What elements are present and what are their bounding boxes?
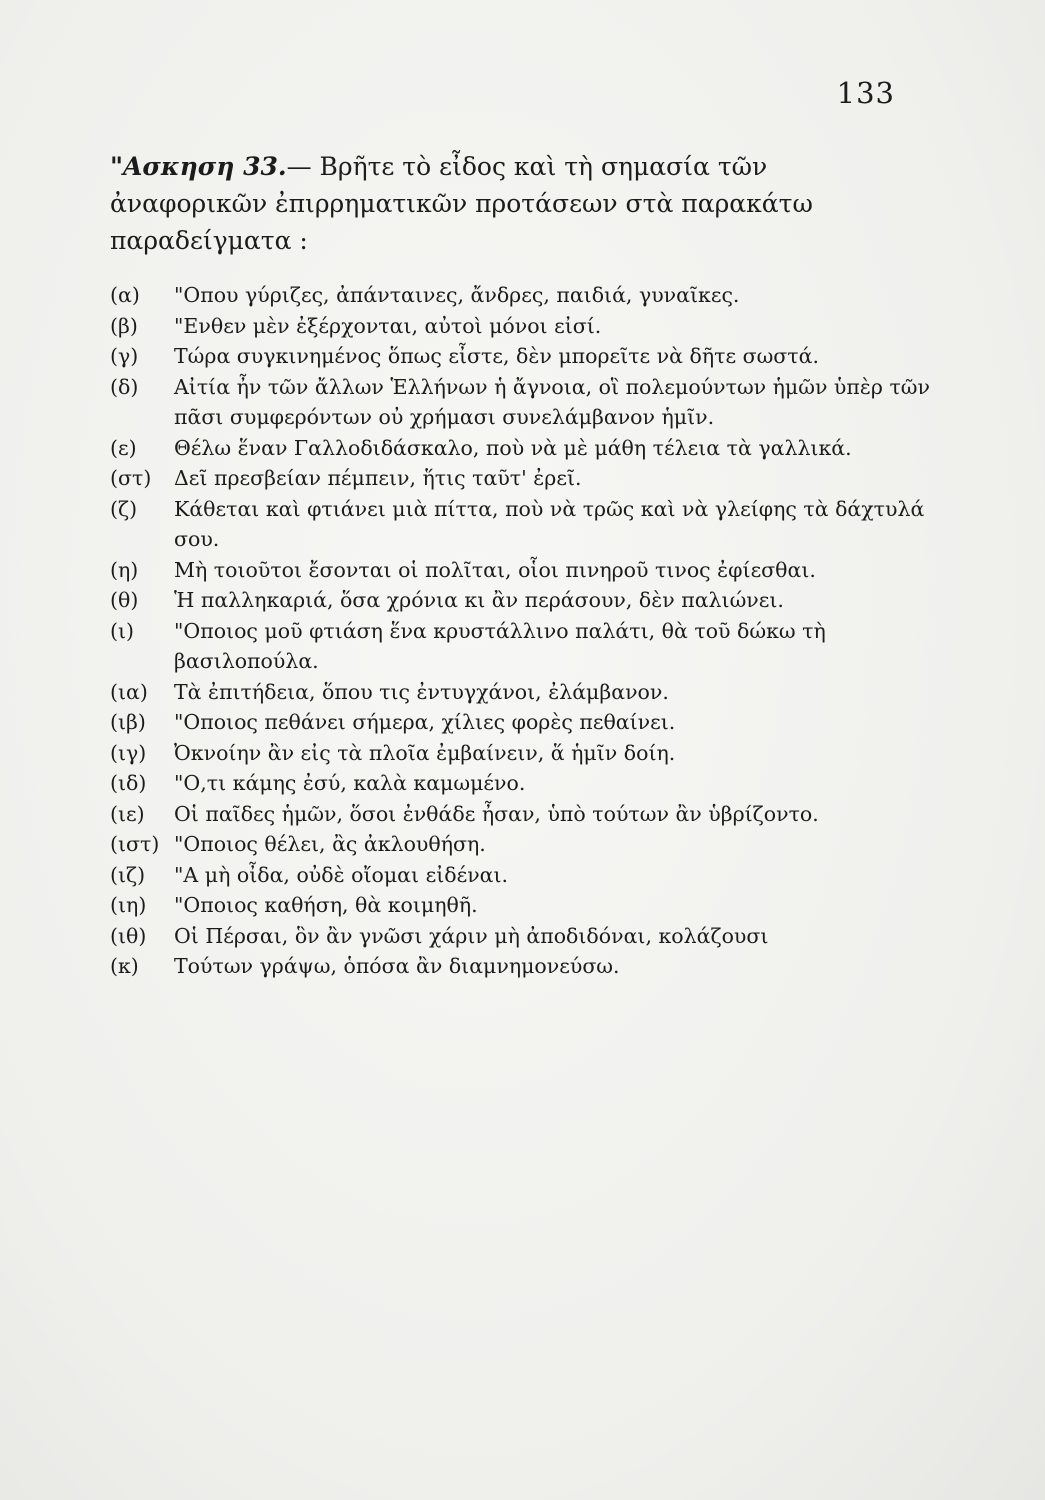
item-label: (ε) — [110, 435, 137, 460]
item-text: Ὀκνοίην ἂν εἰς τὰ πλοῖα ἐμβαίνειν, ἅ ἡμῖν δοίη. — [174, 740, 676, 765]
item-label: (ι) — [110, 618, 135, 643]
list-item — [110, 585, 930, 616]
item-label: (ιβ) — [110, 710, 146, 734]
item-text: Δεῖ πρεσβείαν πέμπειν, ἥτις ταῦτ' ἐρεῖ. — [174, 466, 582, 490]
intro-line-1-text: — Βρῆτε τὸ εἶδος καὶ τὴ σημασία τῶν — [286, 152, 768, 181]
item-text: "Οποιος μοῦ φτιάση ἕνα κρυστάλλινο παλάτι, θὰ τοῦ δώκω τὴ βασιλοπούλα. — [174, 618, 826, 673]
intro-line-2: ἀναφορικῶν ἐπιρρηματικῶν προτάσεων στὰ παρακάτω — [110, 189, 813, 218]
exercise-intro — [110, 148, 910, 259]
exercise-title: "Ασκηση 33. — [110, 152, 287, 181]
item-text: "Ενθεν μὲν ἐξέρχονται, αὐτοὶ μόνοι εἰσί. — [174, 313, 602, 338]
item-label: (α) — [110, 283, 140, 307]
list-item — [110, 921, 930, 952]
item-text: Αἰτία ἦν τῶν ἄλλων Ἑλλήνων ἡ ἄγνοια, οἳ πολεμούντων ἡμῶν ὑπὲρ τῶν πᾶσι συμφερόντων οὐ χρήμασι συνελάμβανον ἡμῖν. — [174, 374, 930, 429]
item-label: (β) — [110, 313, 138, 338]
list-item — [110, 280, 930, 311]
example-list — [110, 280, 930, 982]
item-text: "Οπου γύριζες, ἀπάνταινες, ἄνδρες, παιδιά, γυναῖκες. — [174, 283, 740, 307]
item-text: Κάθεται καὶ φτιάνει μιὰ πίττα, ποὺ νὰ τρῶς καὶ νὰ γλείφης τὰ δάχτυλά σου. — [174, 496, 925, 551]
list-item — [110, 799, 930, 830]
list-item — [110, 768, 930, 799]
list-item — [110, 860, 930, 891]
item-label: (ιγ) — [110, 740, 147, 765]
item-label: (ζ) — [110, 496, 138, 521]
intro-line-3: παραδείγματα : — [110, 226, 308, 255]
item-text: "Ο,τι κάμης ἐσύ, καλὰ καμωμένο. — [174, 771, 526, 795]
list-item — [110, 463, 930, 494]
item-text: "Α μὴ οἶδα, οὐδὲ οἴομαι εἰδέναι. — [174, 862, 509, 887]
list-item — [110, 494, 930, 555]
item-label: (ιη) — [110, 893, 147, 917]
list-item — [110, 890, 930, 921]
item-label: (θ) — [110, 588, 139, 612]
item-text: Ἡ παλληκαριά, ὅσα χρόνια κι ἂν περάσουν, δὲν παλιώνει. — [174, 588, 784, 612]
list-item — [110, 616, 930, 677]
item-text: Τὰ ἐπιτήδεια, ὅπου τις ἐντυγχάνοι, ἐλάμβανον. — [174, 679, 669, 704]
item-label: (στ) — [110, 466, 152, 490]
item-label: (ιε) — [110, 801, 145, 826]
item-text: Μὴ τοιοῦτοι ἔσονται οἱ πολῖται, οἷοι πινηροῦ τινος ἐφίεσθαι. — [174, 557, 816, 582]
list-item — [110, 555, 930, 586]
list-item — [110, 433, 930, 464]
item-label: (ιθ) — [110, 923, 147, 948]
item-text: Τώρα συγκινημένος ὅπως εἶστε, δὲν μπορεῖτε νὰ δῆτε σωστά. — [174, 344, 819, 368]
item-label: (η) — [110, 557, 139, 582]
list-item — [110, 951, 930, 982]
item-text: Οἱ Πέρσαι, ὃν ἂν γνῶσι χάριν μὴ ἀποδιδόναι, κολάζουσι — [174, 923, 769, 948]
item-label: (ιστ) — [110, 832, 160, 856]
item-label: (ια) — [110, 679, 148, 704]
list-item — [110, 829, 930, 860]
list-item — [110, 341, 930, 372]
list-item — [110, 677, 930, 708]
list-item — [110, 372, 930, 433]
item-label: (δ) — [110, 374, 139, 399]
item-label: (ιδ) — [110, 771, 147, 795]
item-label: (γ) — [110, 344, 139, 368]
page-number: 133 — [836, 76, 895, 110]
item-label: (κ) — [110, 954, 139, 978]
item-text: "Οποιος θέλει, ἂς ἀκλουθήση. — [174, 832, 486, 856]
list-item — [110, 707, 930, 738]
list-item — [110, 738, 930, 769]
item-text: Οἱ παῖδες ἡμῶν, ὅσοι ἐνθάδε ἦσαν, ὑπὸ τούτων ἂν ὑβρίζοντο. — [174, 801, 819, 826]
item-text: "Οποιος πεθάνει σήμερα, χίλιες φορὲς πεθαίνει. — [174, 710, 676, 734]
item-label: (ιζ) — [110, 862, 146, 887]
item-text: Τούτων γράψω, ὁπόσα ἂν διαμνημονεύσω. — [174, 954, 620, 978]
list-item — [110, 311, 930, 342]
item-text: "Οποιος καθήση, θὰ κοιμηθῆ. — [174, 893, 478, 917]
intro-line-1 — [110, 148, 910, 185]
item-text: Θέλω ἕναν Γαλλοδιδάσκαλο, ποὺ νὰ μὲ μάθη τέλεια τὰ γαλλικά. — [174, 435, 852, 460]
